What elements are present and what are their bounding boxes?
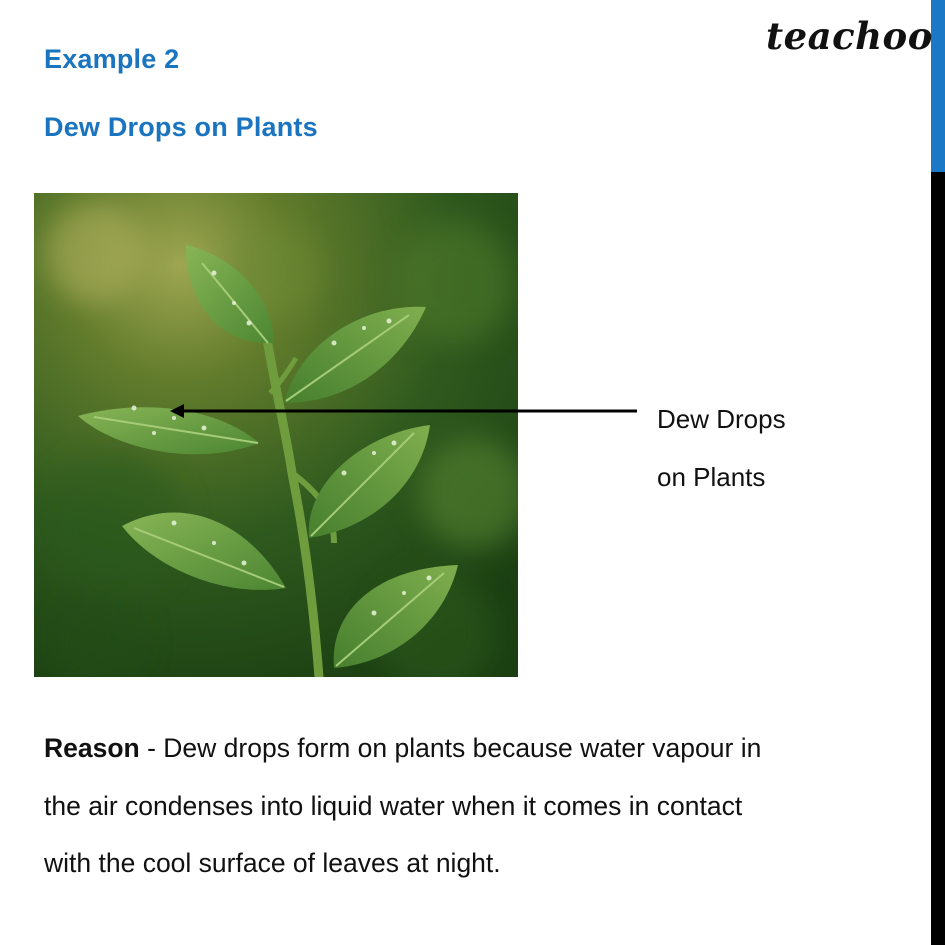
figure-label-line1: Dew Drops <box>657 404 786 434</box>
example-label: Example 2 <box>44 44 180 74</box>
brand-logo: teachoo <box>766 14 933 58</box>
sidebar-accent <box>931 0 945 172</box>
reason-paragraph <box>44 720 904 893</box>
dew-plant-photo <box>34 193 518 677</box>
figure-label <box>657 390 897 506</box>
reason-line-2: the air condenses into liquid water when it comes in contact <box>44 790 743 821</box>
figure-label-line2: on Plants <box>657 462 766 492</box>
reason-heading: Reason <box>44 733 140 763</box>
reason-line-3: with the cool surface of leaves at night. <box>44 848 501 878</box>
topic-title: Dew Drops on Plants <box>44 112 318 142</box>
reason-line-1: - Dew drops form on plants because water vapour in <box>139 733 762 763</box>
